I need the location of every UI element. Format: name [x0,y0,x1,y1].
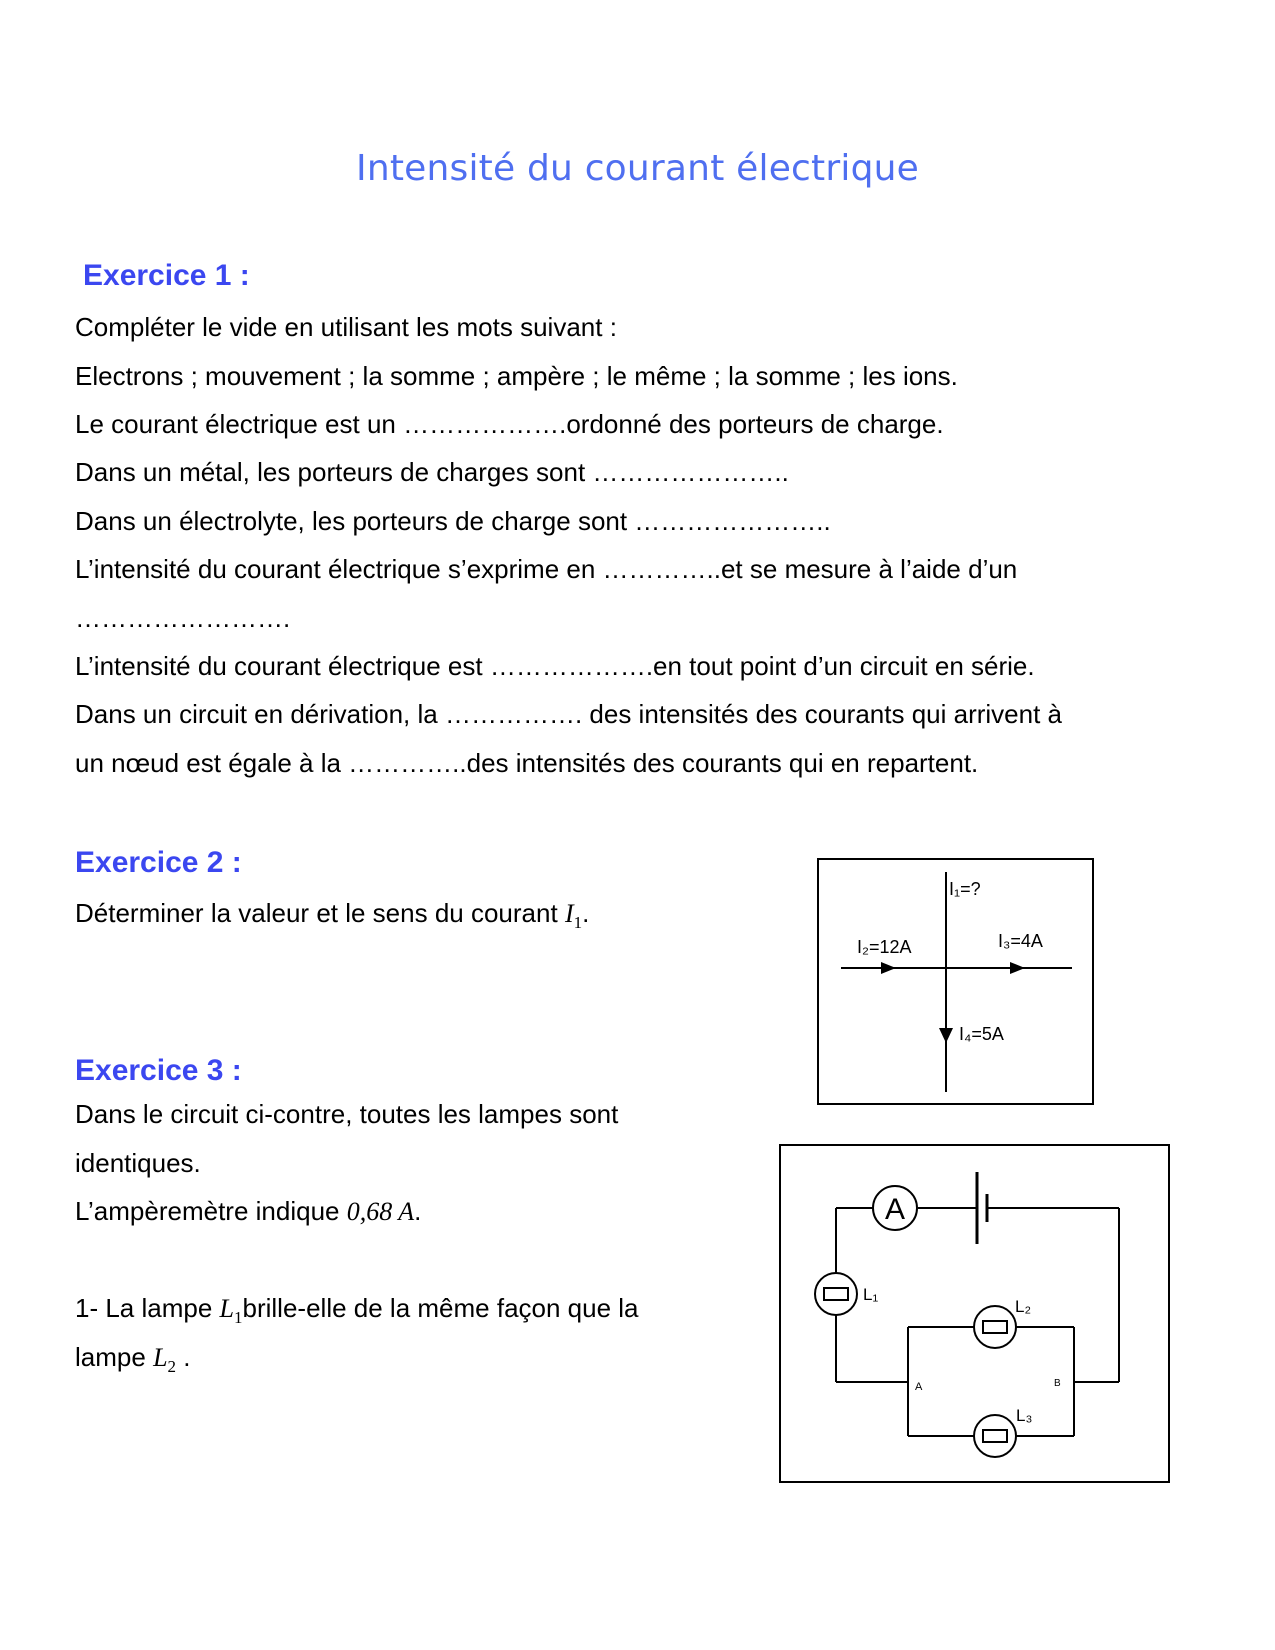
lamp-l3-label: L₃ [1016,1406,1033,1425]
ammeter-label: A [884,1193,906,1226]
lamp-l3-icon [974,1415,1016,1457]
arrow-i3 [1010,962,1025,974]
period: . [582,898,590,928]
node-a-label: A [915,1381,923,1393]
label-i3: I₃=4A [998,931,1043,951]
exercise-1-line: un nœud est égale à la …………..des intensités des courants qui en repartent. [75,748,979,778]
exercise-2-question [75,898,589,933]
current-i1-symbol: $I_1$ [564,899,583,933]
question-1-text: 1- La lampe [75,1293,213,1323]
label-i1: I₁=? [949,879,981,899]
period: . [176,1342,191,1372]
lamp-l2-label: L₂ [1015,1297,1032,1316]
circuit-diagram [779,1144,1170,1483]
arrow-i2 [881,962,896,974]
node-diagram [817,858,1094,1105]
exercise-1-line: L’intensité du courant électrique est ……………….en tout point d’un circuit en série. [75,651,1035,681]
lamp-l2-symbol: $L_2$ [153,1343,177,1377]
exercise-3-line [75,1196,421,1227]
ammeter-statement: L’ampèremètre indique [75,1196,340,1226]
exercise-1-line: Dans un électrolyte, les porteurs de charge sont ………………….. [75,506,831,536]
exercise-1-line: Dans un métal, les porteurs de charges sont ………………….. [75,457,789,487]
exercise-1-line: Electrons ; mouvement ; la somme ; ampère ; le même ; la somme ; les ions. [75,361,958,391]
exercise-3-line: Dans le circuit ci-contre, toutes les lampes sont [75,1099,619,1129]
arrow-i4 [939,1028,953,1043]
period: . [414,1196,422,1226]
lamp-l1-icon [815,1273,857,1315]
question-1-line [75,1293,639,1328]
question-1-line [75,1342,190,1377]
exercise-2-text: Déterminer la valeur et le sens du courant [75,898,558,928]
exercise-1-line: ……………………. [75,603,291,633]
label-i2: I₂=12A [857,937,912,957]
question-1-text: lampe [75,1342,146,1372]
circuit-diagram-svg [781,1146,1168,1481]
exercise-1-line: L’intensité du courant électrique s’exprime en …………..et se mesure à l’aide d’un [75,554,1018,584]
exercise-2-heading: Exercice 2 : [75,846,242,879]
exercise-1-line: Le courant électrique est un ……………….ordonné des porteurs de charge. [75,409,944,439]
exercise-1-heading: Exercice 1 : [83,259,250,292]
exercise-1-line: Compléter le vide en utilisant les mots suivant : [75,312,617,342]
exercise-3-heading: Exercice 3 : [75,1054,242,1087]
exercise-1-line: Dans un circuit en dérivation, la ……………. des intensités des courants qui arrivent à [75,699,1063,729]
node-b-label: B [1054,1378,1061,1389]
label-i4: I₄=5A [959,1024,1004,1044]
lamp-l1-symbol: $L_1$ [219,1294,243,1328]
lamp-l2-icon [974,1306,1016,1348]
ammeter-value: 0,68 A [346,1197,415,1226]
question-1-text: brille-elle de la même façon que la [242,1293,639,1323]
exercise-3-line: identiques. [75,1148,201,1178]
lamp-l1-label: L₁ [863,1285,879,1304]
node-diagram-svg [819,860,1092,1103]
page-title: Intensité du courant électrique [356,148,919,189]
